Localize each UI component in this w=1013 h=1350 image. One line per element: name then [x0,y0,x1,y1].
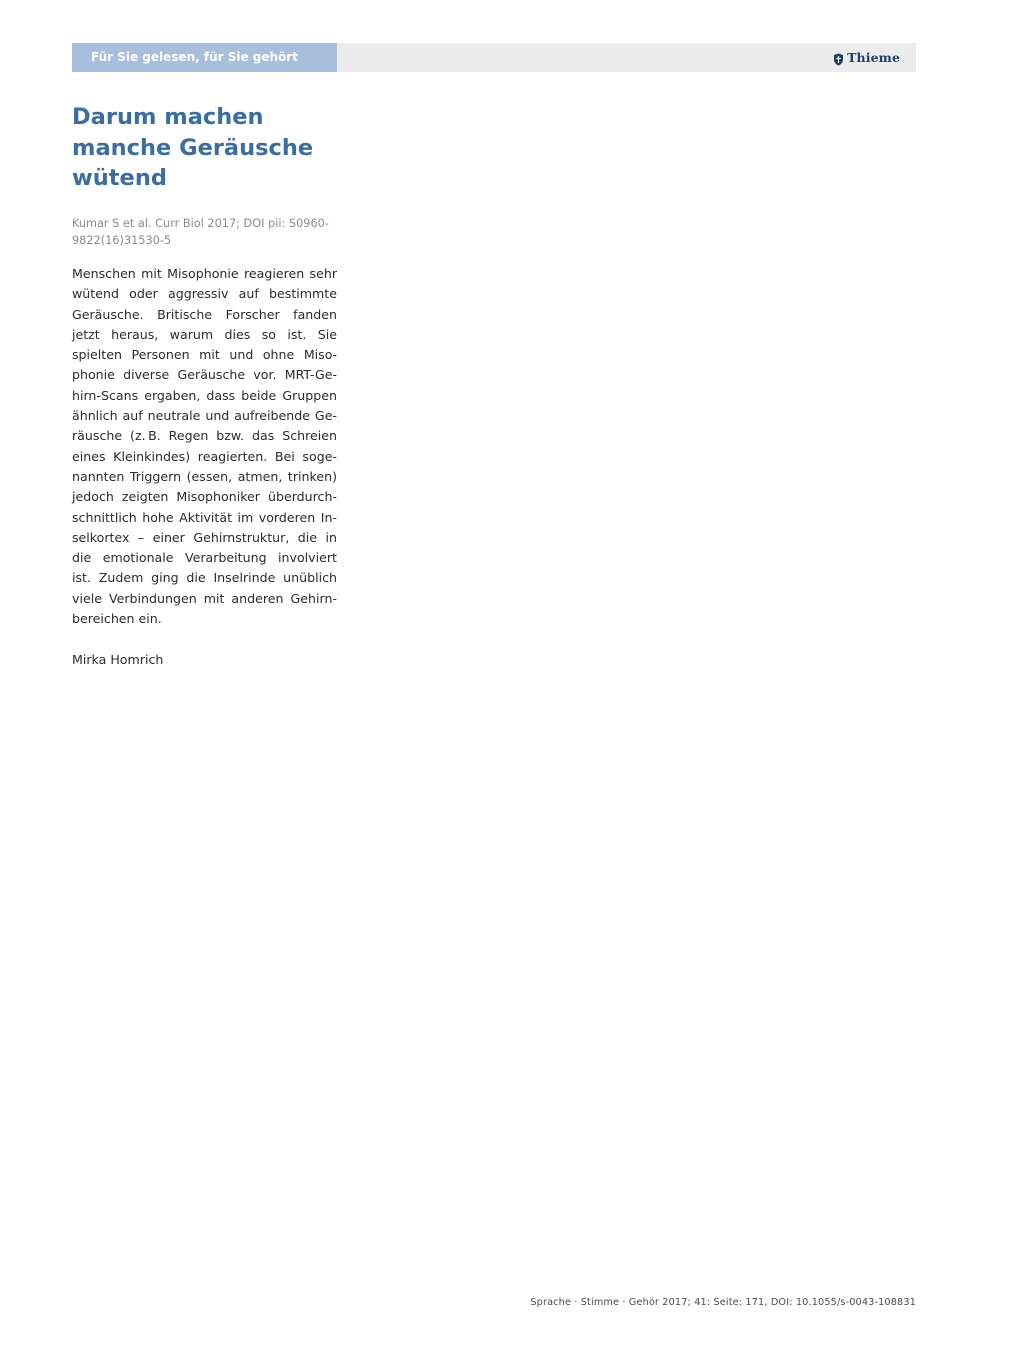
header-bar [72,43,916,72]
footer-reference: Sprache · Stimme · Gehör 2017; 41: Seite: 171, DOI: 10.1055/s-0043-108831 [530,1297,916,1308]
article-author: Mirka Homrich [72,652,164,667]
thieme-emblem-icon [833,51,844,64]
brand-name: Thieme [847,50,900,65]
publisher-logo [833,43,900,72]
article-title: Darum machen manche Geräusche wütend [72,104,314,191]
article-body: Menschen mit Misophonie reagieren sehr wütend oder aggressiv auf bestimmte Geräusche. Britische Forscher fanden jetzt heraus, warum dies so ist. Sie spielten Personen mit und ohne Misophonie diverse Geräusche vor. MRT-Gehirn-Scans ergaben, dass beide Gruppen ähnlich auf neutrale und aufreibende Geräusche (z. B. Regen bzw. das Schreien eines Kleinkindes) reagierten. Bei sogenannten Triggern (essen, atmen, trinken) jedoch zeigten Misophoniker überdurchschnittlich hohe Aktivität im vorderen Inselkortex – einer Gehirnstruktur, die in die emotionale Verarbeitung involviert ist. Zudem ging die Inselrinde unüblich viele Verbindungen mit anderen Gehirnbereichen ein. [72,266,337,627]
section-label: Für Sie gelesen, für Sie gehört [72,43,337,72]
article-citation: Kumar S et al. Curr Biol 2017; DOI pii: S0960-9822(16)31530-5 [72,217,329,247]
